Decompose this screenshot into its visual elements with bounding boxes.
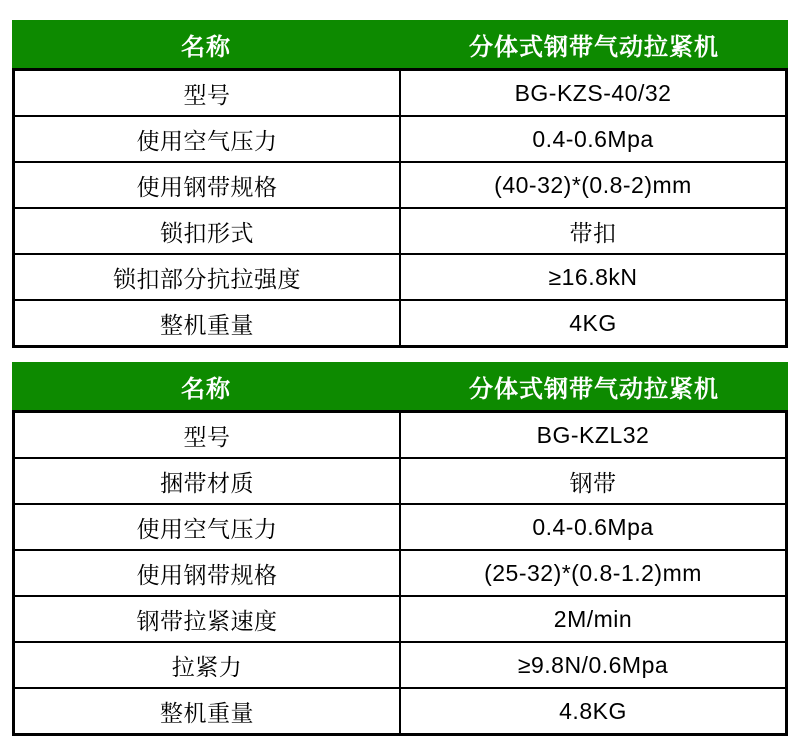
table-row	[14, 162, 787, 208]
header-name-label: 名称	[181, 33, 231, 61]
row-label-cell: 型号	[14, 412, 401, 459]
table-row	[14, 458, 787, 504]
row-label-cell: 整机重量	[14, 300, 401, 347]
spec-table-1	[12, 20, 788, 348]
row-value-cell: BG-KZS-40/32	[400, 70, 787, 117]
row-value-cell: 2M/min	[400, 596, 787, 642]
row-label-cell: 整机重量	[14, 688, 401, 735]
table-row	[14, 642, 787, 688]
row-value-cell: (25-32)*(0.8-1.2)mm	[400, 550, 787, 596]
spec-table-2-body	[12, 410, 788, 736]
row-value-cell: 4KG	[400, 300, 787, 347]
row-value-cell: (40-32)*(0.8-2)mm	[400, 162, 787, 208]
table-row	[14, 116, 787, 162]
row-value-cell: 钢带	[400, 458, 787, 504]
spec-table-1-header	[12, 20, 788, 68]
row-label-cell: 锁扣形式	[14, 208, 401, 254]
header-product-name: 分体式钢带气动拉紧机	[469, 33, 719, 61]
row-value-cell: 带扣	[400, 208, 787, 254]
table-row	[14, 300, 787, 347]
row-label-cell: 使用空气压力	[14, 116, 401, 162]
row-value-cell: BG-KZL32	[400, 412, 787, 459]
table-row	[14, 208, 787, 254]
table-row	[14, 412, 787, 459]
table-row	[14, 504, 787, 550]
table-row	[14, 254, 787, 300]
row-label-cell: 使用钢带规格	[14, 550, 401, 596]
table-row	[14, 596, 787, 642]
table-row	[14, 688, 787, 735]
row-label-cell: 使用空气压力	[14, 504, 401, 550]
header-product-name: 分体式钢带气动拉紧机	[469, 375, 719, 403]
table-row	[14, 550, 787, 596]
row-label-cell: 捆带材质	[14, 458, 401, 504]
spec-table-2-header	[12, 362, 788, 410]
row-label-cell: 拉紧力	[14, 642, 401, 688]
row-label-cell: 锁扣部分抗拉强度	[14, 254, 401, 300]
row-value-cell: 4.8KG	[400, 688, 787, 735]
row-label-cell: 使用钢带规格	[14, 162, 401, 208]
table-spacer	[12, 348, 788, 362]
table-row	[14, 70, 787, 117]
row-value-cell: 0.4-0.6Mpa	[400, 504, 787, 550]
row-label-cell: 型号	[14, 70, 401, 117]
header-name-label: 名称	[181, 375, 231, 403]
row-value-cell: ≥9.8N/0.6Mpa	[400, 642, 787, 688]
spec-table-2	[12, 362, 788, 736]
row-label-cell: 钢带拉紧速度	[14, 596, 401, 642]
row-value-cell: ≥16.8kN	[400, 254, 787, 300]
spec-table-1-body	[12, 68, 788, 348]
row-value-cell: 0.4-0.6Mpa	[400, 116, 787, 162]
